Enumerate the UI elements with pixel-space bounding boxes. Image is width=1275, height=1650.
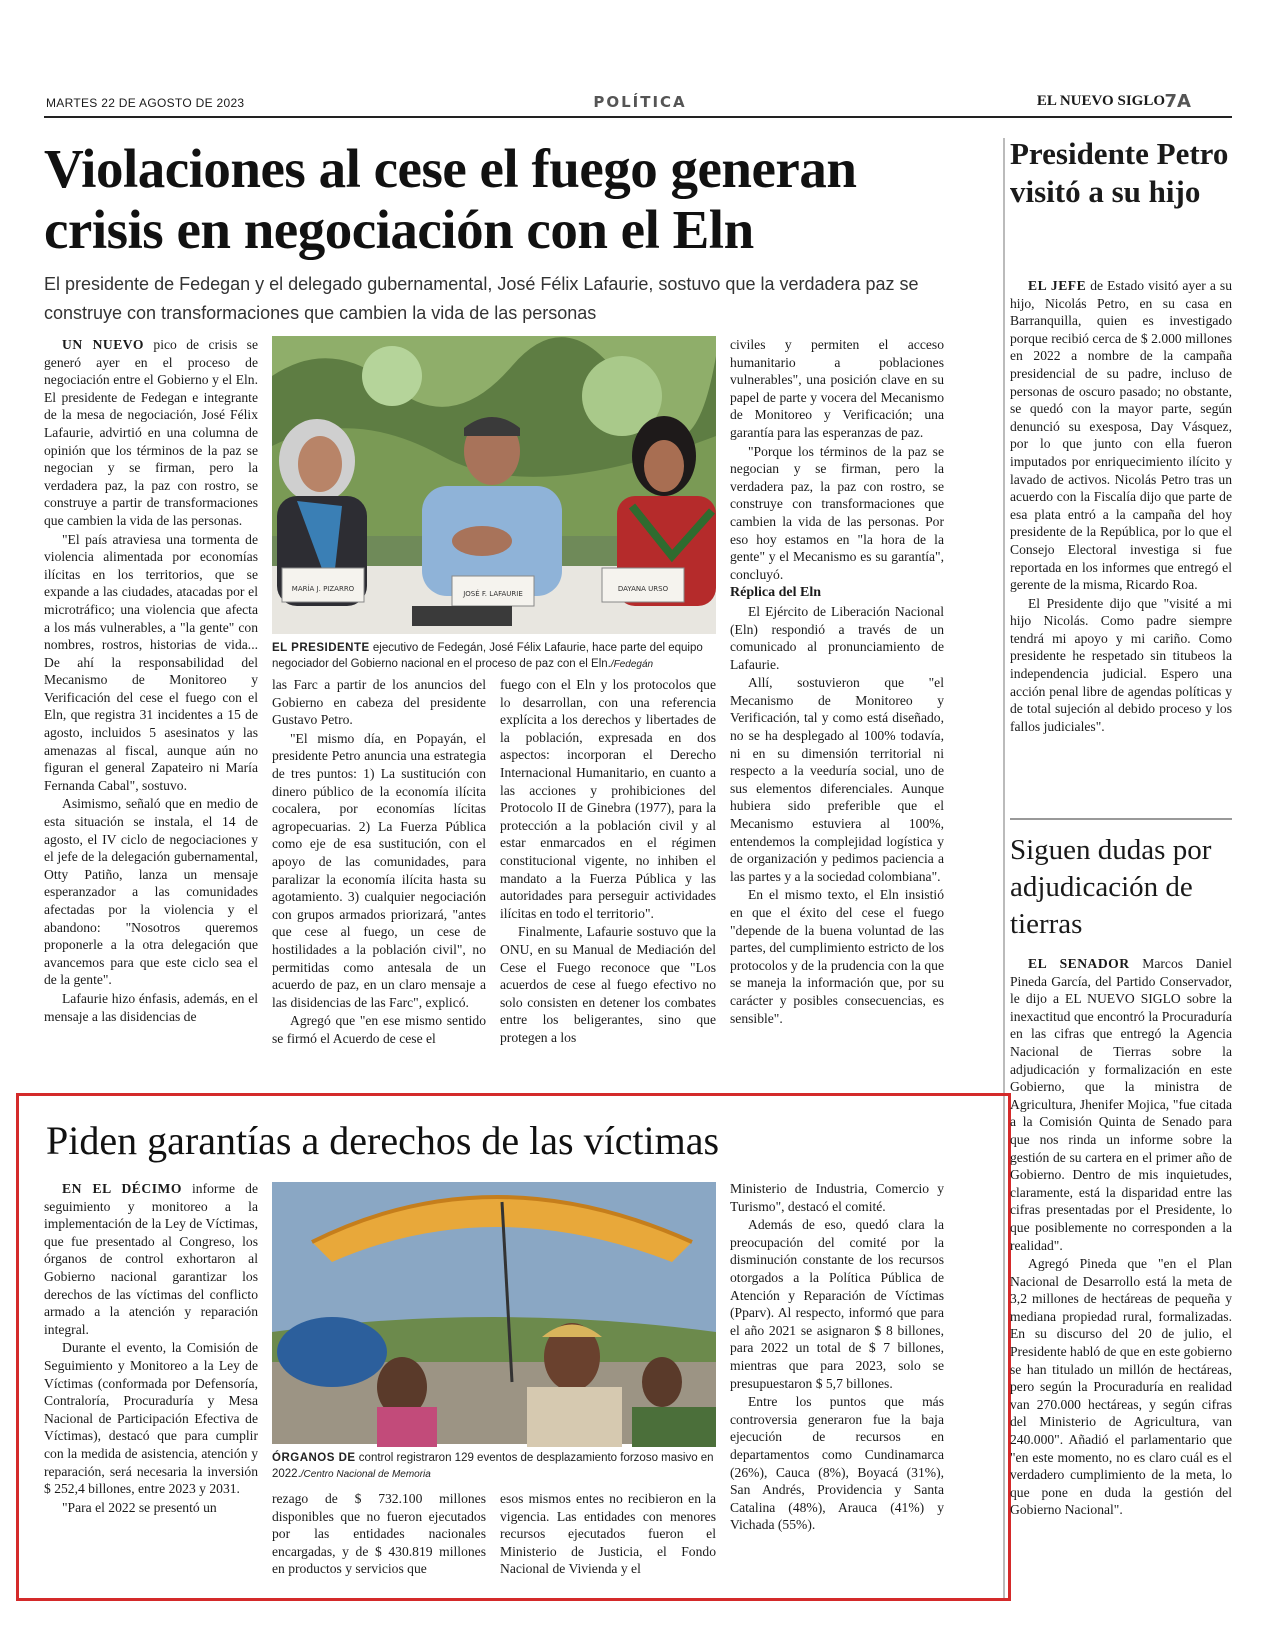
main-column-3 — [500, 676, 716, 1045]
main-column-2 — [272, 676, 486, 1046]
paragraph: El Ejército de Liberación Nacional (Eln) respondió a través de un comunicado al pronunciamiento de Lafaurie. — [730, 603, 944, 672]
sidebar-story-1 — [1010, 277, 1232, 807]
paragraph: Finalmente, Lafaurie sostuvo que la ONU, en su Manual de Mediación del Cese el Fuego reconoce que "Los acuerdos de cese al fuego efectivo no solo consisten en detener los combates entre los beligerantes, sino que protegen a los — [500, 924, 716, 1045]
paragraph: civiles y permiten el acceso humanitario a poblaciones vulnerables", una posición clave en su papel de parte y vocera del Mecanismo de Monitoreo y Verificación; una garantía para las esperanzas de paz. — [730, 337, 944, 440]
lead-in: EL SENADOR — [1028, 956, 1130, 971]
main-dek: El presidente de Fedegan y el delegado gubernamental, José Félix Lafaurie, sostuvo que la verdadera paz se construye con transformaciones que cambien la vida de las personas — [44, 274, 919, 323]
sidebar-divider — [1010, 818, 1232, 820]
paragraph: rezago de $ 732.100 millones disponibles que no fueron ejecutados por las entidades nacionales encargadas, y de $ 430.819 millones en productos y servicios que — [272, 1491, 486, 1577]
section-name: POLÍTICA — [593, 93, 687, 111]
lead-in: EN EL DÉCIMO — [62, 1181, 182, 1196]
nameplate-center: JOSÉ F. LAFAURIE — [463, 590, 523, 598]
page-number: 7A — [1164, 91, 1191, 112]
issue-date: MARTES 22 DE AGOSTO DE 2023 — [46, 96, 245, 110]
paragraph: de Estado visitó ayer a su hijo, Nicolás Petro, en su casa en Barranquilla, quien es investigado porque recibió cerca de $ 2.000 millones en 2022 a nombre de la campaña presidencial de su padre, incluso de personas de oscuro pasado; no obstante, se quedó con la mayor parte, según denunció su exesposa, Day Vásquez, por lo que junto con ella fueron imputados por enriquecimiento ilícito y lavado de activos. Nicolás Petro tras un acuerdo con la Fiscalía dijo que parte de esa plata entró a la campaña del hoy presidente de la República, por lo que el Consejo Electoral investiga si fue reportada en los informes que entregó el gerente de la misma, Ricardo Roa. — [1010, 278, 1232, 593]
paragraph: "El mismo día, en Popayán, el presidente Petro anuncia una estrategia de tres puntos: 1) La sustitución con dinero público de la economía ilícita cocalera, por economías lícitas agropecuarias. 2) La Fuerza Pública como eje de esa sustitución, con el apoyo de las comunidades, para paralizar la economía ilícita hasta su agotamiento. 3) cualquier negociación con grupos armados priorizará, "antes que cese al fuego, un cese de hostilidades a la población civil", no permitidas como antesala de un acuerdo de paz, en un claro mensaje a las disidencias de las Farc", explicó. — [272, 730, 486, 1010]
sidebar-headline-1: Presidente Petro visitó a su hijo — [1010, 136, 1229, 209]
paragraph: El Presidente dijo que "visité a mi hijo Nicolás. Como padre siempre tendrá mi apoyo y mi cariño. Como presidente he respetado sin titubeos la independencia judicial. Espero una acción penal libre de agendas políticas y de total sujeción al debido proceso y los fallos judiciales". — [1010, 595, 1232, 734]
box-photo — [272, 1182, 716, 1444]
paragraph: Lafaurie hizo énfasis, además, en el mensaje a las disidencias de — [44, 990, 258, 1024]
paragraph: Marcos Daniel Pineda García, del Partido Conservador, le dijo a EL NUEVO SIGLO sobre la inexactitud que encontró la Procuraduría en las cifras que entregó la Agencia Nacional de Tierras sobre la adjudicación y formalización en este Gobierno, que la ministra de Agricultura, Jhenifer Mojica, "fue citada a la Comisión Quinta de Senado para que nos rinda un informe sobre la gestión de su cartera en el primer año de Gobierno. Dentro de mis inquietudes, claramente, está la disparidad entre las cifras presentadas por el Presidente, lo que posiblemente no corresponden a la realidad". — [1010, 956, 1232, 1253]
paragraph: Durante el evento, la Comisión de Seguimiento y Monitoreo a la Ley de Víctimas (conformada por Defensoría, Contraloría, Procuraduría y Mesa Nacional de Participación Efectiva de Víctimas), destacó que para cumplir con la medida de asistencia, atención y reparación, será necesaria la inversión $ 252,4 billones, entre 2023 y 2031. — [44, 1340, 258, 1497]
nameplate-right: DAYANA URSO — [617, 585, 669, 593]
header-rule — [44, 116, 1232, 118]
paragraph: Ministerio de Industria, Comercio y Turismo", destacó el comité. — [730, 1181, 944, 1214]
paragraph: Agregó que "en ese mismo sentido se firmó el Acuerdo de cese el — [272, 1013, 486, 1046]
paragraph: informe de seguimiento y monitoreo a la implementación de la Ley de Víctimas, que fue presentado al Congreso, los órganos de control exhortaron al Gobierno nacional garantizar los derechos de las víctimas del conflicto armado a la atención y reparación integral. — [44, 1181, 258, 1337]
paragraph: Allí, sostuvieron que "el Mecanismo de Monitoreo y Verificación, tal y como está diseñado, no se ha desplegado al 100% todavía, ni en su dimensión territorial ni respecto a la veeduría social, uno de sus elementos diferenciales. Aunque hubiera sido preferible que el Mecanismo estuviera al 100%, entendemos la complejidad logística y de organización y pedimos paciencia a las partes y a la sociedad colombiana". — [730, 675, 944, 884]
subheading: Réplica del Eln — [730, 585, 822, 601]
main-headline: Violaciones al cese el fuego generan crisis en negociación con el Eln — [44, 138, 857, 260]
paragraph: En el mismo texto, el Eln insistió en que el éxito del cese el fuego "depende de la buena voluntad de las partes, del cumplimiento estricto de los protocolos y de la prudencia con la que se maneja la información que, por su carácter y posibles consecuencias, es sensible". — [730, 887, 944, 1026]
paragraph: Además de eso, quedó clara la preocupación del comité por la disminución constante de los recursos otorgados a la Política Pública de Atención y Reparación de Víctimas (Pparv). Al respecto, informó que para el año 2021 se asignaron $ 8 billones, para 2022 un total de $ 7 billones, mientras que para 2023, solo se presupuestaron $ 5,7 billones. — [730, 1217, 944, 1391]
sidebar-headline-2: Siguen dudas por adjudicación de tierras — [1010, 834, 1212, 940]
paragraph: fuego con el Eln y los protocolos que lo desarrollan, con una referencia explícita a los derechos y libertades de la población, expresada en dos aspectos: incorporan el Derecho Internacional Humanitario, en cuanto a las acciones y prohibiciones del Protocolo II de Ginebra (1977), para la protección a la población civil y al estar enmarcados en el régimen constitucional vigente, no inhiben el mandato a la Fuerza Pública y las autoridades para perseguir actividades ilícitas en todo el territorio". — [500, 677, 716, 921]
box-column-4 — [730, 1180, 944, 1590]
main-column-4 — [730, 336, 944, 1038]
photo-panelists — [272, 336, 716, 634]
nameplate-left: MARÍA J. PIZARRO — [291, 585, 355, 593]
paragraph: esos mismos entes no recibieron en la vigencia. Las entidades con menores recursos ejecutados fueron el Ministerio de Justicia, el Fondo Nacional de Vivienda y el — [500, 1491, 716, 1577]
paragraph: "Para el 2022 se presentó un — [62, 1499, 217, 1515]
paragraph: "Porque los términos de la paz se negocian y se firman, pero la verdadera paz, la paz con rostro, se construye con transformaciones que cambien la vida de las personas. Por eso hoy estamos en "la hora de la gente" y el Mecanismo es su garantía", concluyó. — [730, 443, 944, 582]
main-photo-caption: EL PRESIDENTE ejecutivo de Fedegán, José Félix Lafaurie, hace parte del equipo negociador del Gobierno nacional en el proceso de paz con el Eln./Fedegán — [272, 642, 703, 670]
paragraph: Agregó Pineda que "en el Plan Nacional de Desarrollo está la meta de 3,2 millones de hectáreas de pequeña y mediana propiedad rural, formalizadas. En su discurso del 20 de julio, el Presidente habló de que en este gobierno se han titulado un millón de hectáreas, pero según la Procuraduría en realidad van 270.000 hectáreas, y según cifras del Ministerio de Agricultura, van 240.000". Añadió el parlamentario que "en este momento, no es claro cuál es el verdadero cumplimiento de la meta, lo que pone en duda la gestión del Gobierno Nacional". — [1010, 1256, 1232, 1518]
paragraph: Asimismo, señaló que en medio de esta situación se instala, el 14 de agosto, el IV ciclo de negociaciones y el jefe de la delegación gubernamental, Otty Patiño, lanza un mensaje esperanzador a las comunidades afectadas por la violencia y el abandono: "Nosotros queremos proponerle a la otra delegación que avancemos para que este ciclo sea el de la gente". — [44, 796, 258, 988]
lead-in: EL JEFE — [1028, 278, 1087, 293]
box-headline: Piden garantías a derechos de las víctimas — [46, 1118, 720, 1163]
newspaper-brand: EL NUEVO SIGLO — [1036, 93, 1165, 109]
lead-in: UN NUEVO — [62, 337, 144, 352]
paragraph: pico de crisis se generó ayer en el proceso de negociación entre el Gobierno y el Eln. El presidente de Fedegan e integrante de la mesa de negociación, José Félix Lafaurie, advirtió en una columna de opinión que los términos de la paz se negocian y se firman, pero la verdadera paz, la paz con rostro, se construye a partir de transformaciones que cambien la vida de las personas. — [44, 337, 259, 528]
box-column-1 — [44, 1180, 258, 1550]
paragraph: "El país atraviesa una tormenta de violencia alimentada por economías ilícitas en los territorios, que se expande a las ciudades, atacadas por el microtráfico; una violencia que afecta a los más vulnerables, a "la gente" con nombres, rostros, historias de vida... De ahí la responsabilidad del Mecanismo de Monitoreo y Verificación del cese el fuego con el Eln, que registra 31 incidentes a 15 de agosto, incluidos 5 asesinatos y las amenazas al fiscal, aunque aún no figuran el general Zapateiro ni María Fernanda Cabal", sostuvo. — [44, 531, 258, 793]
paragraph: las Farc a partir de los anuncios del Gobierno en cabeza del presidente Gustavo Petro. — [272, 677, 486, 728]
box-column-2 — [272, 1490, 486, 1590]
box-column-3 — [500, 1490, 716, 1590]
paragraph: Entre los puntos que más controversia generaron fue la baja ejecución de recursos en departamentos como Cundinamarca (26%), Cauca (8%), Boyacá (31%), San Andrés, Providencia y Santa Catalina (48%), Arauca (41%) y Vichada (55%). — [730, 1394, 944, 1533]
box-photo-caption: ÓRGANOS DE control registraron 129 eventos de desplazamiento forzoso masivo en 2022./Centro Nacional de Memoria — [272, 1452, 714, 1480]
main-column-1 — [44, 336, 258, 1038]
photo-displaced-people — [272, 1182, 716, 1444]
sidebar-story-2 — [1010, 955, 1232, 1595]
main-photo — [272, 336, 716, 634]
